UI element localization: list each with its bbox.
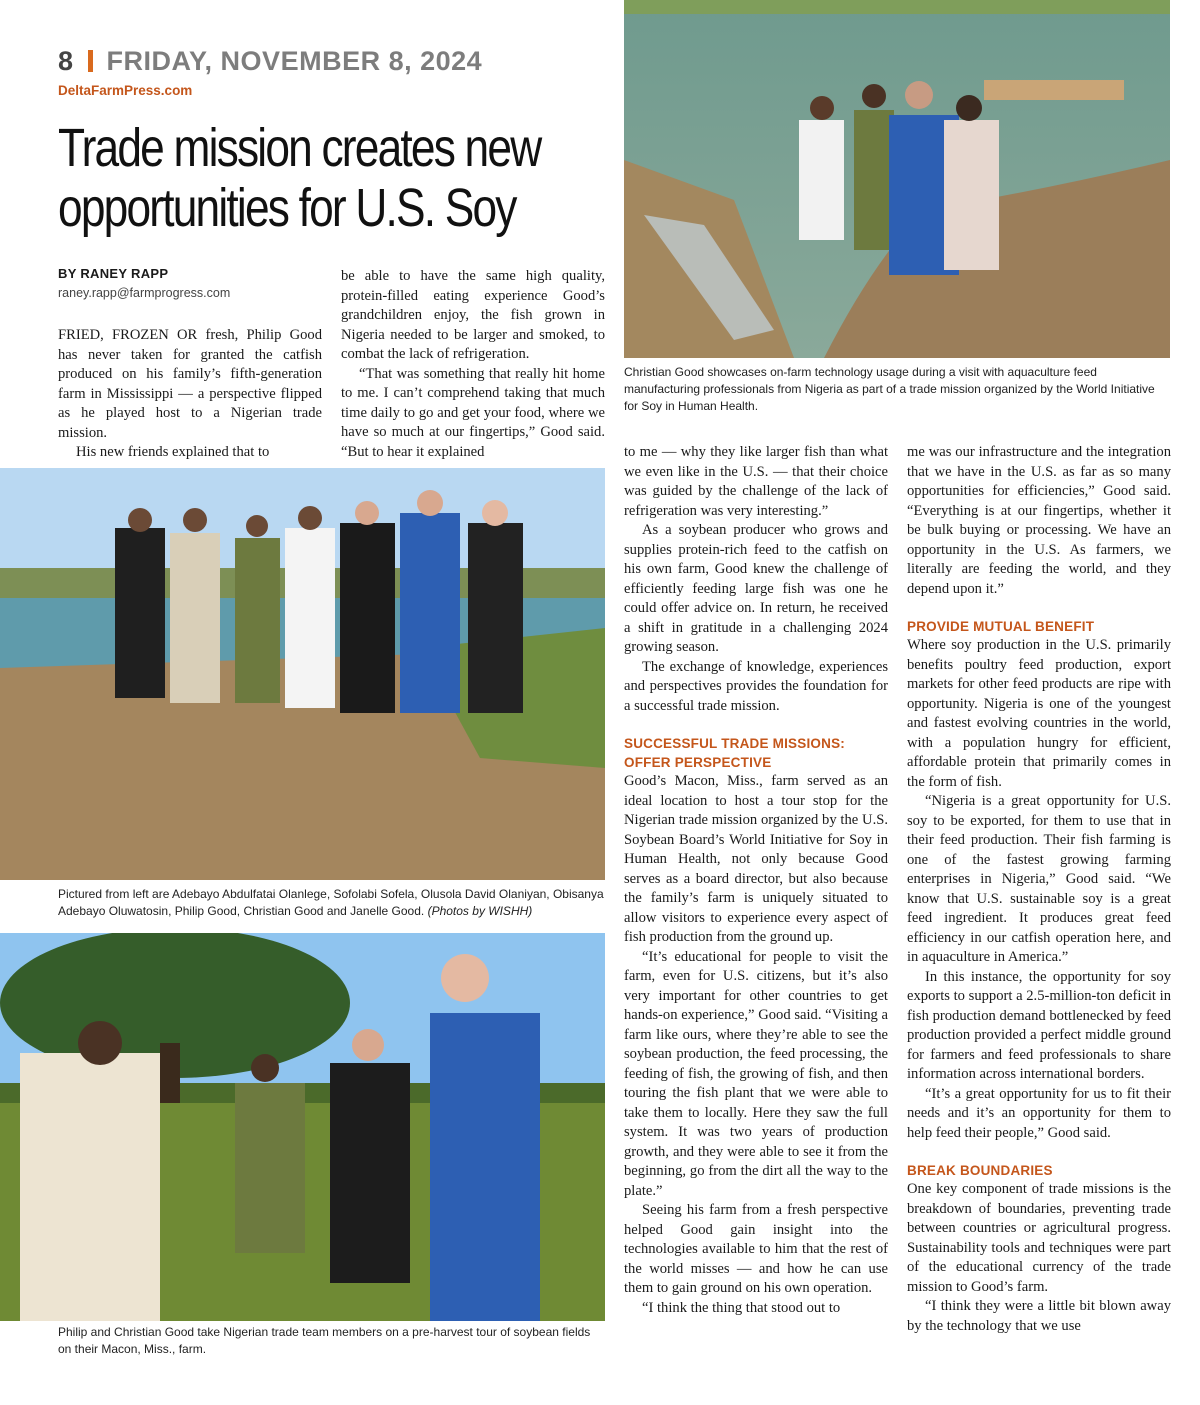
paragraph: “That was something that really hit home to me. I can’t comprehend taking that much time daily to go and get your food, where we have so much at our fingertips,” Good said. “But to hear it explained bbox=[341, 365, 605, 460]
paragraph: The exchange of knowledge, experiences and perspectives provides the foundation for a successful trade mission. bbox=[624, 658, 888, 714]
paragraph: FRIED, FROZEN OR fresh, Philip Good has never taken for granted the catfish produced on his family’s fifth-generation farm in Mississippi — a perspective flipped as he played host to a Nigerian trade mission. bbox=[58, 327, 323, 441]
caption-pond-photo: Christian Good showcases on-farm technology usage during a visit with aquaculture feed manufacturing professionals from Nigeria as part of a trade mission organized by the World Initiative for Soy in Human Health. bbox=[624, 365, 1155, 413]
article-column-2 bbox=[341, 267, 605, 462]
caption-field-photo: Philip and Christian Good take Nigerian trade team members on a pre-harvest tour of soybean fields on their Macon, Miss., farm. bbox=[58, 1325, 591, 1356]
article-column-4 bbox=[907, 443, 1171, 1336]
headline-line-2: opportunities for U.S. Soy bbox=[58, 178, 516, 238]
paragraph: One key component of trade missions is the breakdown of boundaries, preventing trade between countries or agricultural progress. Sustainability tools and techniques were part of the educational currency of the trade mission to Good’s farm. bbox=[907, 1181, 1171, 1295]
caption-group-photo: Pictured from left are Adebayo Abdulfatai Olanlege, Sofolabi Sofela, Olusola David Olaniyan, Obisanya Adebayo Oluwatosin, Philip Good, Christian Good and Janelle Good. (Photos by WISHH) bbox=[58, 887, 604, 918]
byline: BY RANEY RAPP bbox=[58, 266, 169, 281]
paragraph: be able to have the same high quality, protein-filled eating experience Good’s grandchildren enjoy, the fish grown in Nigeria needed to be larger and smoked, to combat the lack of refrigeration. bbox=[341, 268, 605, 362]
headline-line-1: Trade mission creates new bbox=[58, 118, 541, 178]
headline bbox=[58, 118, 541, 238]
paragraph: His new friends explained that to bbox=[76, 444, 270, 460]
subhead-successful-trade-missions: SUCCESSFUL TRADE MISSIONS: OFFER PERSPECTIVE bbox=[624, 736, 845, 770]
subhead-provide-mutual-benefit: PROVIDE MUTUAL BENEFIT bbox=[907, 619, 1095, 634]
photo-pond-technology bbox=[624, 0, 1170, 358]
folio bbox=[58, 46, 482, 77]
paragraph: Good’s Macon, Miss., farm served as an ideal location to host a tour stop for the Nigerian trade mission organized by the U.S. Soybean Board’s World Initiative for Soy in Human Health, not only because Good serves as a board director, but also because the family’s farm is uniquely situated to allow visitors to experience every aspect of fish production from the ground up. bbox=[624, 773, 888, 945]
paragraph: “Nigeria is a great opportunity for U.S. soy to be exported, for them to use that in their feed production. Their fish farming is one of the fastest growing farming enterprises in Nigeria,” Good said. “We know that U.S. sustainable soy is a great feed ingredient. It produces great feed efficiency in our catfish operation here, and in aquaculture in America.” bbox=[907, 793, 1171, 965]
lead-in: FRIED, FROZEN OR bbox=[58, 327, 198, 343]
paragraph: Where soy production in the U.S. primarily benefits poultry feed production, export markets for other feed products are ripe with opportunity. Nigeria is one of the youngest and fastest evolving countries in the world, with a population hungry for efficient, affordable protein that primarily comes in the form of fish. bbox=[907, 637, 1171, 790]
paragraph: “I think the thing that stood out to bbox=[642, 1299, 841, 1316]
paragraph: “It’s a great opportunity for us to fit their needs and it’s an opportunity for them to help feed their people,” Good said. bbox=[907, 1085, 1171, 1141]
paragraph: to me — why they like larger fish than what we even like in the U.S. — that their choice was guided by the challenge of the lack of refrigeration was very interesting.” bbox=[624, 444, 888, 519]
issue-date: FRIDAY, NOVEMBER 8, 2024 bbox=[106, 46, 483, 76]
paragraph: Seeing his farm from a fresh perspective helped Good gain insight into the technologies available to him that the rest of the world misses — and how he can use them to gain ground on his own operation. bbox=[624, 1202, 888, 1296]
site-url[interactable]: DeltaFarmPress.com bbox=[58, 83, 193, 98]
photo-group-by-pond bbox=[0, 468, 605, 880]
photo-credit: (Photos by WISHH) bbox=[427, 904, 533, 918]
paragraph: In this instance, the opportunity for soy exports to support a 2.5-million-ton deficit in fish production demand bottlenecked by feed production provided a perfect middle ground for farmers and feed professionals to share information across international borders. bbox=[907, 968, 1171, 1082]
article-column-3 bbox=[624, 443, 888, 1318]
page-number: 8 bbox=[58, 46, 74, 76]
paragraph: As a soybean producer who grows and supplies protein-rich feed to the catfish on his own farm, Good knew the challenge of efficiently feeding large fish was one he could offer advice on. In return, he received a shift in gratitude in a challenging 2024 growing season. bbox=[624, 522, 888, 655]
paragraph: me was our infrastructure and the integration that we have in the U.S. as far as so many opportunities for efficiencies,” Good said. “Everything is at our fingertips, whether it be bulk buying or processing. We have an opportunity in the U.S. As farmers, we literally are feeding the world, and they depend upon it.” bbox=[907, 444, 1171, 597]
author-email[interactable]: raney.rapp@farmprogress.com bbox=[58, 286, 231, 300]
photo-soybean-field-tour bbox=[0, 933, 605, 1321]
subhead-break-boundaries: BREAK BOUNDARIES bbox=[907, 1163, 1053, 1178]
folio-divider bbox=[88, 50, 93, 72]
paragraph: “It’s educational for people to visit the farm, even for U.S. citizens, but it’s also very important for other countries to get hands-on experience,” Good said. “Visiting a farm like ours, where they’re able to see the soybean production, the feed processing, the feeding of fish, the growing of fish, and then touring the fish plant that we were able to take them to locally. Here they saw the full system. It was two years of production growth, and they were able to see it from the beginning, go from the dirt all the way to the plate.” bbox=[624, 948, 888, 1199]
paragraph: “I think they were a little bit blown away by the technology that we use bbox=[907, 1298, 1171, 1334]
article-column-1 bbox=[58, 326, 322, 463]
